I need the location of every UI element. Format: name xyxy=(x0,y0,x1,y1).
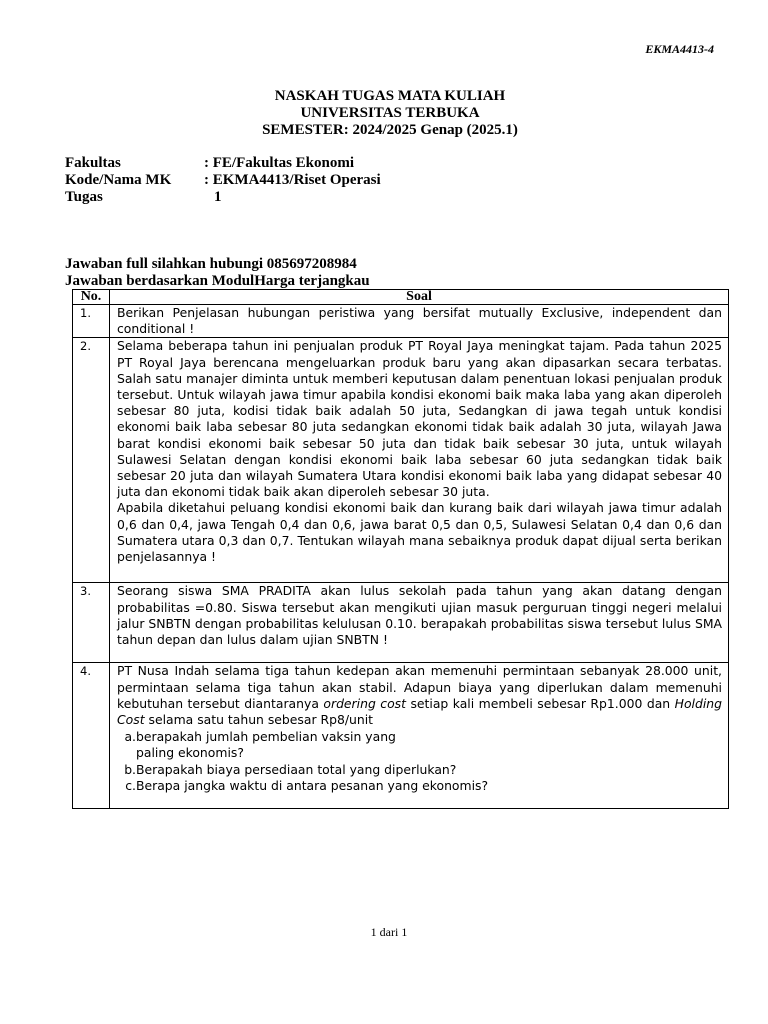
question-text xyxy=(110,338,729,583)
question-paragraph: PT Nusa Indah selama tiga tahun kedepan akan memenuhi permintaan sebanyak 28.000 unit, permintaan selama tiga tahun akan stabil. Adapun biaya yang diperlukan dalam memenuhi kebutuhan tersebut diantaranya ordering cost setiap kali membeli sebesar Rp1.000 dan Holding Cost selama satu tahun sebesar Rp8/unit xyxy=(117,663,722,728)
title-line-1: NASKAH TUGAS MATA KULIAH xyxy=(274,88,506,104)
question-paragraph: Apabila diketahui peluang kondisi ekonomi baik dan kurang baik dari wilayah jawa timur adalah 0,6 dan 0,4, jawa Tengah 0,4 dan 0,6, jawa barat 0,5 dan 0,5, Sulawesi Selatan 0,4 dan 0,6 dan Sumatera utara 0,3 dan 0,7. Tentukan wilayah mana sebaiknya produk dapat dijual serta berikan penjelasannya ! xyxy=(117,500,722,565)
question-paragraph: Seorang siswa SMA PRADITA akan lulus sekolah pada tahun yang akan datang dengan probabilitas =0.80. Siswa tersebut akan mengikuti ujian masuk perguruan tinggi negeri melalui jalur SNBTN dengan probabilitas kelulusan 0.10. berapakah probabilitas siswa tersebut lulus SMA tahun depan dan lulus dalam ujian SNBTN ! xyxy=(117,583,722,648)
contact-notes xyxy=(65,256,370,290)
question-number: 3. xyxy=(73,583,110,663)
document-title-block xyxy=(0,88,768,139)
option-letter: b. xyxy=(124,761,136,777)
document-code: EKMA4413-4 xyxy=(645,42,714,56)
meta-value: : FE/Fakultas Ekonomi xyxy=(204,155,355,171)
option-letter: a. xyxy=(124,729,136,745)
table-row xyxy=(73,583,729,663)
header-no: No. xyxy=(73,290,110,305)
question-paragraph: Berikan Penjelasan hubungan peristiwa yang bersifat mutually Exclusive, independent dan conditional ! xyxy=(117,305,722,337)
meta-label: Tugas xyxy=(65,189,103,205)
page-number: 1 dari 1 xyxy=(370,925,408,939)
meta-row-task xyxy=(65,189,381,206)
meta-value: 1 xyxy=(214,189,222,205)
option-text: paling ekonomis? xyxy=(136,745,244,761)
question-number: 2. xyxy=(73,338,110,583)
meta-value: : EKMA4413/Riset Operasi xyxy=(204,172,381,188)
option-text: Berapakah biaya persediaan total yang diperlukan? xyxy=(136,761,457,777)
option-text: Berapa jangka waktu di antara pesanan yang ekonomis? xyxy=(136,777,489,793)
question-text xyxy=(110,305,729,338)
course-meta xyxy=(65,155,381,206)
table-row xyxy=(73,305,729,338)
question-paragraph: Selama beberapa tahun ini penjualan produk PT Royal Jaya meningkat tajam. Pada tahun 2025 PT Royal Jaya berencana mengeluarkan produk baru yang akan dipasarkan secara terbatas. Salah satu manajer diminta untuk memberi keputusan dalam penentuan lokasi penjualan produk tersebut. Untuk wilayah jawa timur apabila kondisi ekonomi baik maka laba yang akan diperoleh sebesar 80 juta, kodisi tidak baik adalah 50 juta, Sedangkan di jawa tegah untuk kondisi ekonomi baik laba sebesar 80 juta sedangkan ekonomi tidak baik adalah 30 juta, wilayah Jawa barat kondisi ekonomi baik sebesar 50 juta dan tidak baik sebesar 30 juta, untuk wilayah Sulawesi Selatan dengan kondisi ekonomi baik laba sebesar 60 juta sedangkan tidak baik sebesar 20 juta dan wilayah Sumatera Utara kondisi ekonomi baik laba yang didapat sebesar 40 juta dan ekonomi tidak baik akan diperoleh sebesar 30 juta. xyxy=(117,338,722,500)
questions-table xyxy=(72,289,729,809)
meta-label: Kode/Nama MK xyxy=(65,172,172,188)
note-line-2: Jawaban berdasarkan ModulHarga terjangkau xyxy=(65,273,370,289)
header-soal: Soal xyxy=(110,290,729,305)
option-letter: c. xyxy=(125,777,136,793)
question-text xyxy=(110,583,729,663)
meta-row-course xyxy=(65,172,381,189)
meta-label: Fakultas xyxy=(65,155,121,171)
table-row xyxy=(73,663,729,809)
question-number: 4. xyxy=(73,663,110,809)
option-a-continuation xyxy=(117,745,722,761)
option-c xyxy=(117,778,722,794)
title-line-3: SEMESTER: 2024/2025 Genap (2025.1) xyxy=(262,122,518,138)
table-header-row xyxy=(73,290,729,305)
option-b xyxy=(117,762,722,778)
table-row xyxy=(73,338,729,583)
answer-options xyxy=(117,729,722,794)
note-line-1: Jawaban full silahkan hubungi 085697208984 xyxy=(65,256,357,272)
question-text xyxy=(110,663,729,809)
title-line-2: UNIVERSITAS TERBUKA xyxy=(300,105,480,121)
option-text: berapakah jumlah pembelian vaksin yang xyxy=(136,729,396,745)
meta-row-faculty xyxy=(65,155,381,172)
option-a xyxy=(117,729,722,745)
question-number: 1. xyxy=(73,305,110,338)
